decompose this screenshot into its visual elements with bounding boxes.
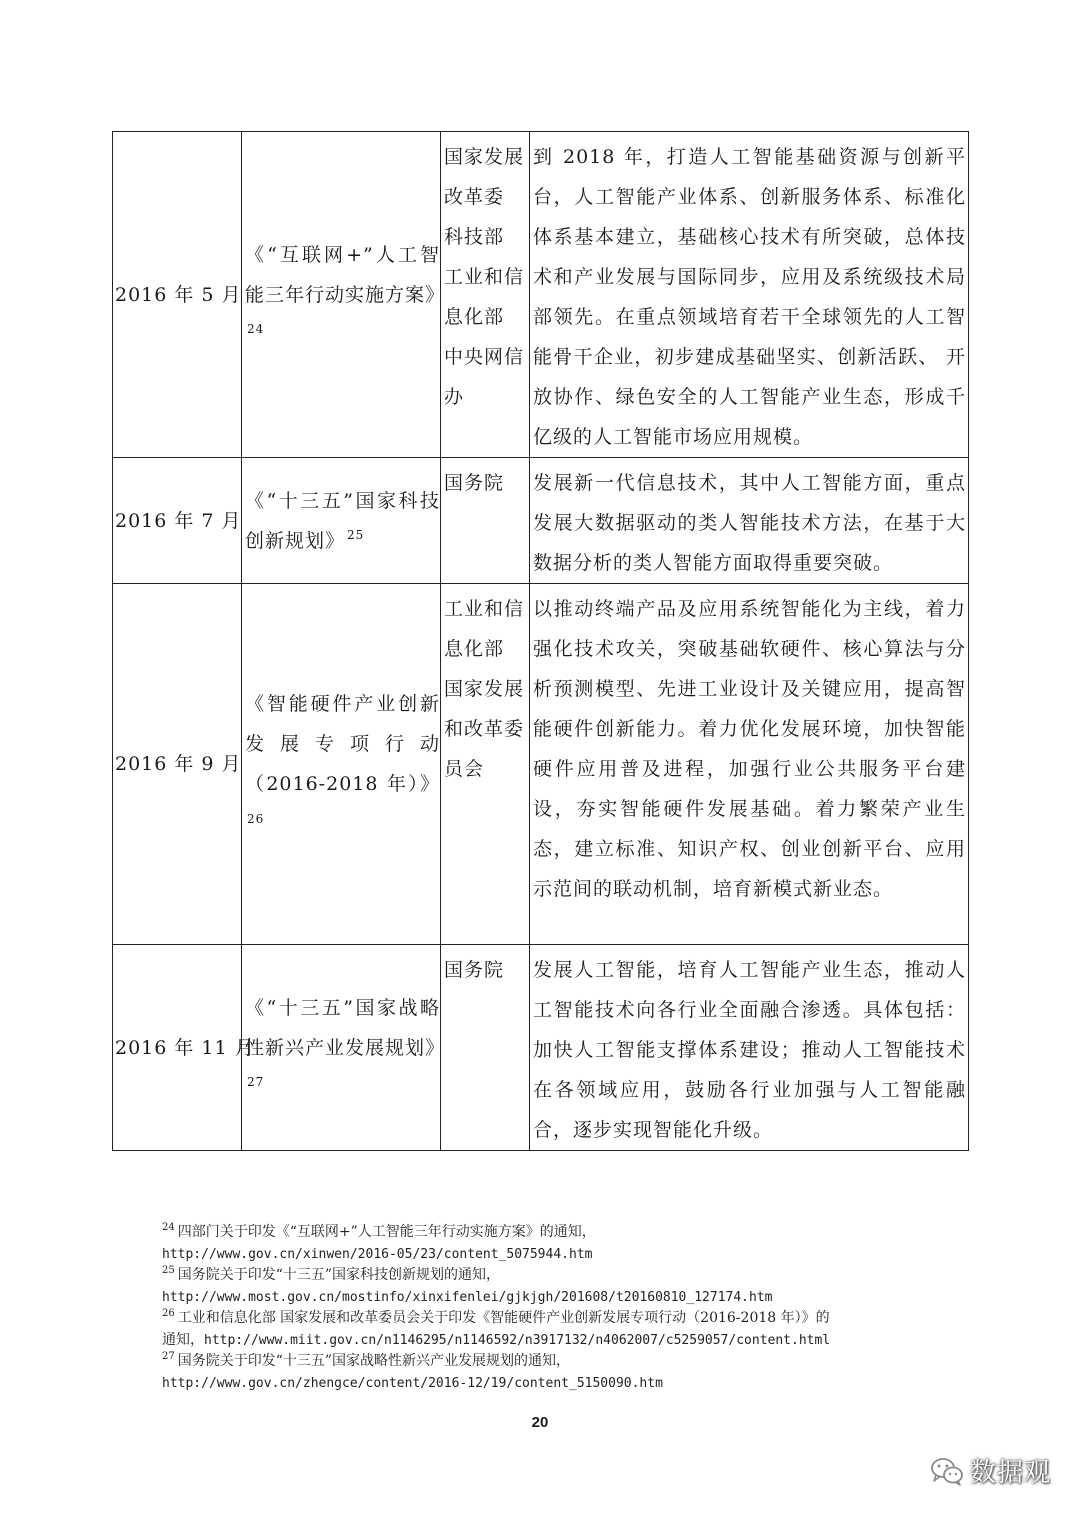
page-number: 20 xyxy=(531,1414,549,1431)
watermark-text: 数据观 xyxy=(970,1458,1052,1488)
footnote-line xyxy=(162,1244,962,1266)
footnote-ref: 25 xyxy=(347,528,365,543)
agency-name: 国家发展改革委 xyxy=(444,146,525,208)
table-row xyxy=(113,132,969,458)
content-cell: 到 2018 年，打造人工智能基础资源与创新平台，人工智能产业体系、创新服务体系、标准化体系基本建立，基础核心技术有所突破，总体技术和产业发展与国际同步，应用及系统级技术局部领先。在重点领域培育若干全球领先的人工智能骨干企业，初步建成基础坚实、创新活跃、 开放协作、绿色安全的人工智能产业生态，形成千亿级的人工智能市场应用规模。 xyxy=(530,132,969,458)
footnote-url[interactable]: http://www.most.gov.cn/mostinfo/xinxifenlei/gjkjgh/201608/t20160810_127174.htm xyxy=(162,1289,773,1305)
footnote-text: 通知， xyxy=(162,1331,204,1348)
table-row xyxy=(113,945,969,1151)
footnote-line xyxy=(162,1330,962,1352)
content-cell: 以推动终端产品及应用系统智能化为主线，着力强化技术攻关，突破基础软硬件、核心算法与分析预测模型、先进工业设计及关键应用，提高智能硬件创新能力。着力优化发展环境，加快智能硬件应用普及进程，加强行业公共服务平台建设，夯实智能硬件发展基础。着力繁荣产业生态，建立标准、知识产权、创业创新平台、应用示范间的联动机制，培育新模式新业态。 xyxy=(530,584,969,945)
document-title: 《智能硬件产业创新发展专项行动（2016-2018 年）》 xyxy=(245,693,440,795)
agency-name: 国务院 xyxy=(444,472,505,494)
watermark xyxy=(930,1452,1051,1489)
document-cell xyxy=(242,132,446,458)
table-row xyxy=(113,458,969,584)
date-cell: 2016 年 11 月 xyxy=(113,945,242,1151)
agency-name: 国家发展和改革委员会 xyxy=(444,678,525,780)
document-cell xyxy=(242,945,446,1151)
date-cell: 2016 年 9 月 xyxy=(113,584,242,945)
footnotes xyxy=(162,1222,962,1394)
document-cell xyxy=(242,584,441,945)
footnote-ref: 26 xyxy=(247,811,265,826)
document-title: 《“互联网+”人工智能三年行动实施方案》 xyxy=(245,243,446,306)
footnote-ref: 27 xyxy=(247,1075,265,1090)
footnote-number: 25 xyxy=(162,1265,175,1277)
footnote-number: 24 xyxy=(162,1222,175,1234)
agency-cell xyxy=(441,945,530,1151)
footnote-text: 四部门关于印发《“互联网+”人工智能三年行动实施方案》的通知， xyxy=(177,1224,596,1240)
wechat-icon xyxy=(930,1456,964,1486)
footnote-line xyxy=(162,1265,962,1287)
document-title: 《“十三五”国家科技创新规划》 xyxy=(245,489,440,552)
footnote-number: 26 xyxy=(162,1308,175,1320)
footnote-line xyxy=(162,1351,962,1373)
agency-name: 工业和信息化部 xyxy=(444,266,525,328)
agency-cell xyxy=(441,132,530,458)
agency-cell xyxy=(441,584,530,945)
content-cell: 发展人工智能，培育人工智能产业生态，推动人工智能技术向各行业全面融合渗透。具体包括：加快人工智能支撑体系建设；推动人工智能技术在各领域应用，鼓励各行业加强与人工智能融合，逐步实现智能化升级。 xyxy=(530,945,969,1151)
footnote-line xyxy=(162,1222,962,1244)
document-cell xyxy=(242,458,441,584)
agency-name: 科技部 xyxy=(444,226,505,248)
footnote-line xyxy=(162,1308,962,1330)
footnote-line xyxy=(162,1373,962,1395)
footnote-url[interactable]: http://www.gov.cn/xinwen/2016-05/23/content_5075944.htm xyxy=(162,1246,593,1262)
agency-name: 国务院 xyxy=(444,959,505,981)
footnote-text: 工业和信息化部 国家发展和改革委员会关于印发《智能硬件产业创新发展专项行动（2016-2018 年）》的 xyxy=(177,1310,830,1326)
footnote-text: 国务院关于印发“十三五”国家战略性新兴产业发展规划的通知， xyxy=(177,1353,571,1369)
policy-table xyxy=(112,131,969,1151)
date-cell: 2016 年 5 月 xyxy=(113,132,242,458)
document-title: 《“十三五”国家战略性新兴产业发展规划》 xyxy=(245,996,446,1059)
footnote-url[interactable]: http://www.gov.cn/zhengce/content/2016-12/19/content_5150090.htm xyxy=(162,1375,663,1391)
date-cell: 2016 年 7 月 xyxy=(113,458,242,584)
footnote-text: 国务院关于印发“十三五”国家科技创新规划的通知， xyxy=(177,1267,501,1283)
table-row xyxy=(113,584,969,945)
agency-name: 中央网信办 xyxy=(444,346,525,408)
footnote-url[interactable]: http://www.miit.gov.cn/n1146295/n1146592/n3917132/n4062007/c5259057/content.html xyxy=(204,1332,831,1348)
agency-name: 工业和信息化部 xyxy=(444,598,525,660)
footnote-number: 27 xyxy=(162,1351,175,1363)
footnote-line xyxy=(162,1287,962,1309)
agency-cell xyxy=(441,458,530,584)
footnote-ref: 24 xyxy=(247,322,265,337)
content-cell: 发展新一代信息技术，其中人工智能方面，重点发展大数据驱动的类人智能技术方法，在基于大数据分析的类人智能方面取得重要突破。 xyxy=(530,458,969,584)
